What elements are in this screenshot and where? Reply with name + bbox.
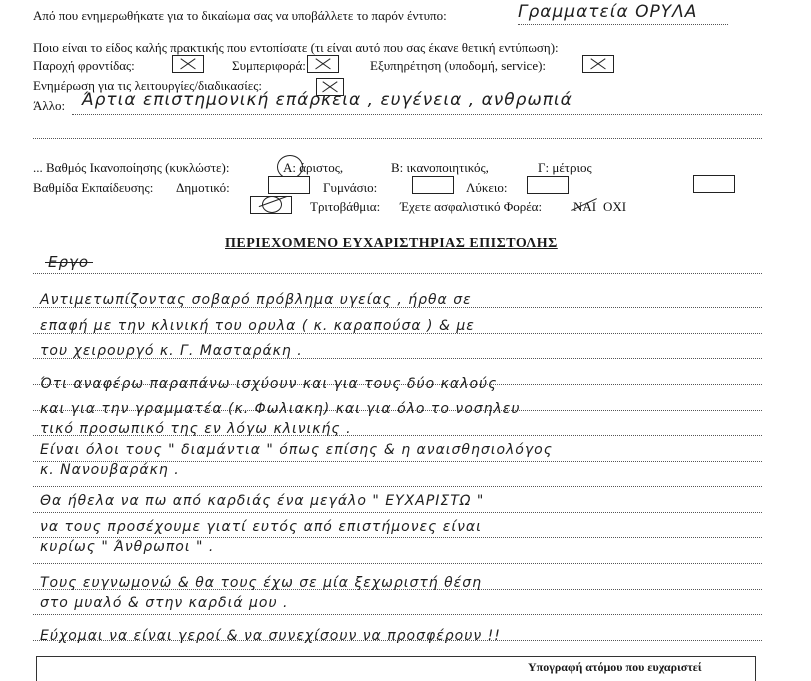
letter-line: Είναι όλοι τους " διαμάντια " όπως επίσης & η αναισθησιολόγος — [40, 442, 553, 458]
satisfaction-label: ... Βαθμός Ικανοποίησης (κυκλώστε): — [33, 160, 230, 175]
letter-line: επαφή με την κλινική του ορυλα ( κ. καραπούσα ) & με — [40, 318, 475, 334]
other-answer: Άρτια επιστημονική επάρκεια , ευγένεια , ανθρωπιά — [82, 90, 573, 110]
letter-line: κ. Νανουβαράκη . — [40, 462, 180, 478]
care-checkbox[interactable] — [172, 55, 204, 73]
letter-line: του χειρουργό κ. Γ. Μασταράκη . — [40, 343, 303, 359]
letter-line: να τους προσέχουμε γιατί ευτός από επιστήμονες είναι — [40, 519, 482, 535]
insurance-no[interactable]: ΟΧΙ — [603, 199, 627, 214]
letter-line: Αντιμετωπίζοντας σοβαρό πρόβλημα υγείας , ήρθα σε — [40, 292, 472, 308]
letter-line: και για την γραμματέα (κ. Φωλιακη) και για όλο το νοσηλευ — [40, 401, 521, 417]
letter-line: τικό προσωπικό της εν λόγω κλινικής . — [40, 421, 352, 437]
letter-rule — [33, 614, 762, 615]
insurance-label: Έχετε ασφαλιστικό Φορέα: — [400, 199, 543, 214]
primary-checkbox[interactable] — [268, 176, 310, 194]
practice-question: Ποιο είναι το είδος καλής πρακτικής που εντοπίσατε (τι είναι αυτό που σας έκανε θετική εντύπωση): — [33, 40, 559, 55]
letter-line: Θα ήθελα να πω από καρδιάς ένα μεγάλο " ΕΥΧΑΡΙΣΤΩ " — [40, 493, 485, 509]
satisfaction-option-c[interactable]: Γ: μέτριος — [538, 160, 592, 175]
care-label: Παροχή φροντίδας: — [33, 58, 135, 73]
service-checkbox[interactable] — [582, 55, 614, 73]
letter-line: στο μυαλό & στην καρδιά μου . — [40, 595, 289, 611]
lyceum-label: Λύκειο: — [466, 180, 508, 195]
info-label: Ενημέρωση για τις λειτουργίες/διαδικασίες: — [33, 78, 262, 93]
gymnasium-checkbox[interactable] — [412, 176, 454, 194]
struck-word-line — [45, 262, 93, 263]
signature-label: Υπογραφή ατόμου που ευχαριστεί — [528, 660, 702, 674]
source-answer: Γραμματεία ΟΡΥΛΑ — [518, 2, 698, 22]
satisfaction-option-b[interactable]: Β: ικανοποιητικός, — [391, 160, 489, 175]
behavior-label: Συμπεριφορά: — [232, 58, 306, 73]
tertiary-label: Τριτοβάθμια: — [310, 199, 381, 214]
letter-line: Ότι αναφέρω παραπάνω ισχύουν και για τους δύο καλούς — [40, 376, 498, 392]
letter-rule — [33, 563, 762, 564]
letter-rule — [33, 537, 762, 538]
satisfaction-option-a[interactable]: Α: άριστος, — [283, 160, 344, 175]
primary-label: Δημοτικό: — [176, 180, 230, 195]
insurance-yes[interactable]: ΝΑΙ — [573, 199, 597, 214]
struck-word: Εργο — [48, 253, 90, 271]
letter-rule — [33, 273, 762, 274]
lyceum-checkbox[interactable] — [527, 176, 569, 194]
other-line-1 — [72, 114, 762, 115]
other-label: Άλλο: — [33, 98, 66, 113]
letter-line: κυρίως " Άνθρωποι " . — [40, 539, 215, 555]
service-label: Εξυπηρέτηση (υποδομή, service): — [370, 58, 547, 73]
behavior-checkbox[interactable] — [307, 55, 339, 73]
source-question: Από που ενημερωθήκατε για το δικαίωμα σας να υποβάλλετε το παρόν έντυπο: — [33, 8, 447, 23]
gymnasium-label: Γυμνάσιο: — [323, 180, 378, 195]
education-label: Βαθμίδα Εκπαίδευσης: — [33, 180, 154, 195]
letter-line: Τους ευγνωμονώ & θα τους έχω σε μία ξεχωριστή θέση — [40, 575, 482, 591]
other-line-2 — [33, 138, 762, 139]
letter-line: Εύχομαι να είναι γεροί & να συνεχίσουν να προσφέρουν !! — [40, 628, 501, 644]
letter-rule — [33, 512, 762, 513]
source-answer-line — [518, 24, 728, 25]
letter-title: ΠΕΡΙΕΧΟΜΕΝΟ ΕΥΧΑΡΙΣΤΗΡΙΑΣ ΕΠΙΣΤΟΛΗΣ — [225, 236, 558, 251]
extra-checkbox[interactable] — [693, 175, 735, 193]
letter-rule — [33, 486, 762, 487]
